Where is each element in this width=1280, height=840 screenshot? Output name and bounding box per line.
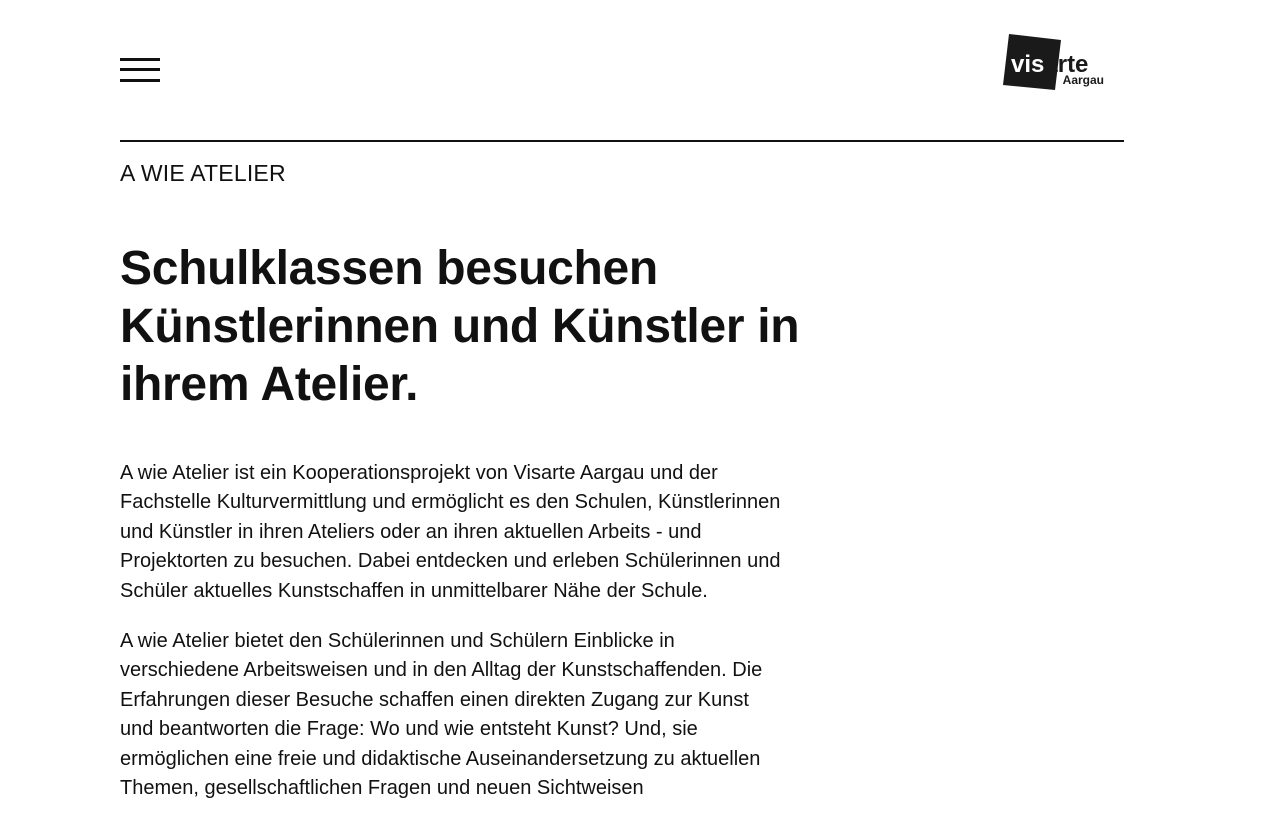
visarte-aargau-logo[interactable] (1003, 34, 1107, 92)
menu-bar-bottom (120, 79, 160, 82)
logo-word-part-vis: vis (1011, 51, 1045, 78)
body-paragraph: A wie Atelier bietet den Schülerinnen und Schülern Einblicke in verschiedene Arbeitsweisen und in den Alltag der Kunstschaffenden. Die Erfahrungen dieser Besuche schaffen einen direkten Zugang zur Kunst und beantworten die Frage: Wo und wie entsteht Kunst? Und, sie ermöglichen eine freie und didaktische Auseinandersetzung zu aktuellen Themen, gesellschaftlichen Fragen und neuen Sichtweisen (120, 630, 763, 800)
body-text (120, 459, 785, 824)
header-divider (120, 140, 1124, 142)
body-paragraph: A wie Atelier ist ein Kooperationsprojekt von Visarte Aargau und der Fachstelle Kulturvermittlung und ermöglicht es den Schulen, Künstlerinnen und Künstler in ihren Ateliers oder an ihren aktuellen Arbeits - und Projektorten zu besuchen. Dabei entdecken und erleben Schülerinnen und Schüler aktuelles Kunstschaffen in unmittelbarer Nähe der Schule. (120, 462, 781, 602)
section-title: A WIE ATELIER (120, 160, 286, 186)
hamburger-menu-icon[interactable] (120, 58, 160, 82)
logo-graphic (1003, 34, 1107, 92)
logo-subword: Aargau (1062, 73, 1104, 87)
page-headline: Schulklassen besuchen Künstlerinnen und Künstler in ihrem Atelier. (120, 242, 800, 411)
logo-word-part-arte: arte (1044, 51, 1089, 78)
menu-bar-middle (120, 68, 160, 71)
menu-bar-top (120, 58, 160, 61)
